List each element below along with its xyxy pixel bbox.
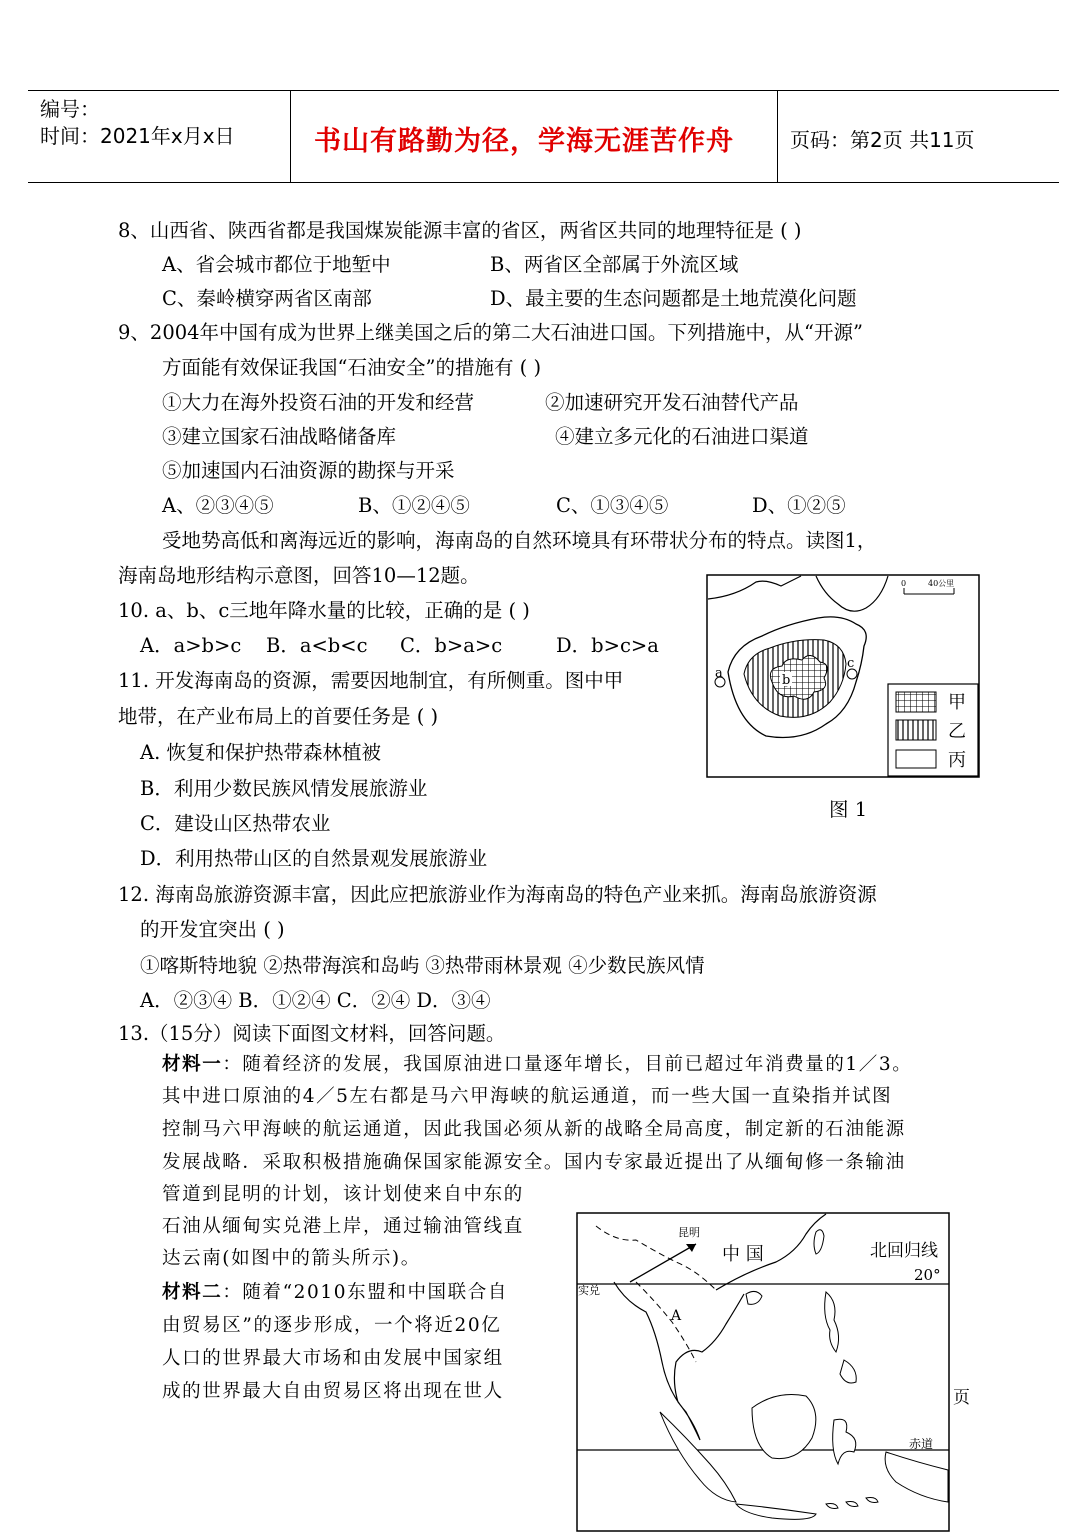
q13-mat1-line7: 达云南(如图中的箭头所示)。	[162, 1248, 421, 1269]
time-label: 时间：2021年x月x日	[40, 124, 235, 148]
q11-stem-line1: 11. 开发海南岛的资源，需要因地制宜，有所侧重。图中甲	[118, 669, 624, 692]
q12-stem-line2: 的开发宜突出 ( )	[140, 918, 285, 941]
intro-line2: 海南岛地形结构示意图，回答10—12题。	[118, 564, 480, 587]
q8-option-a: A、省会城市都位于地堑中	[162, 253, 391, 276]
q12-options: A．②③④ B．①②④ C．②④ D．③④	[140, 989, 491, 1012]
q8-option-b: B、两省区全部属于外流区域	[490, 253, 739, 276]
q9-item-1: ①大力在海外投资石油的开发和经营	[162, 391, 475, 414]
q13-mat2-line4: 成的世界最大自由贸易区将出现在世人	[162, 1381, 504, 1402]
label-20deg: 20°	[914, 1266, 941, 1284]
q12-stem-line1: 12. 海南岛旅游资源丰富，因此应把旅游业作为海南岛的特色产业来抓。海南岛旅游资源	[118, 883, 877, 906]
q10-option-a: A．a>b>c	[140, 634, 242, 657]
q8-option-d: D、最主要的生态问题都是土地荒漠化问题	[490, 287, 857, 310]
q13-mat2-line1: 材料二：随着“2010东盟和中国联合自	[162, 1282, 508, 1303]
q10-option-b: B．a<b<c	[266, 634, 368, 657]
legend-yi: 乙	[948, 721, 966, 742]
q13-mat1-line4: 发展战略．采取积极措施确保国家能源安全。国内专家最近提出了从缅甸修一条输油	[162, 1152, 906, 1173]
q10-option-c: C．b>a>c	[400, 634, 503, 657]
motto: 书山有路勤为径，学海无涯苦作舟	[314, 126, 734, 157]
q13-mat1-line2: 其中进口原油的4／5左右都是马六甲海峡的航运通道，而一些大国一直染指并试图	[162, 1086, 893, 1107]
q9-item-5: ⑤加速国内石油资源的勘探与开采	[162, 459, 455, 482]
header-bottom-rule	[28, 182, 1059, 183]
q9-item-4: ④建立多元化的石油进口渠道	[555, 425, 809, 448]
q8-stem: 8、山西省、陕西省都是我国煤炭能源丰富的省区，两省区共同的地理特征是 ( )	[118, 219, 802, 242]
q11-option-b: B．利用少数民族风情发展旅游业	[140, 777, 428, 800]
q8-option-c: C、秦岭横穿两省区南部	[162, 287, 372, 310]
q13-stem: 13.（15分）阅读下面图文材料，回答问题。	[118, 1022, 506, 1045]
label-equator: 赤道	[909, 1437, 934, 1451]
point-c: c	[847, 656, 855, 671]
q9-option-d: D、①②⑤	[752, 494, 846, 517]
point-b: b	[782, 673, 791, 688]
q11-stem-line2: 地带，在产业布局上的首要任务是 ( )	[118, 705, 439, 728]
header-divider-2	[777, 90, 778, 183]
q9-item-3: ③建立国家石油战略储备库	[162, 425, 397, 448]
legend-jia: 甲	[948, 692, 966, 713]
legend-bing: 丙	[948, 750, 966, 771]
q9-item-2: ②加速研究开发石油替代产品	[545, 391, 799, 414]
label-tropic: 北回归线	[870, 1241, 938, 1261]
q13-mat2-line3: 人口的世界最大市场和由发展中国家组	[162, 1348, 504, 1369]
map-legend	[888, 684, 978, 776]
q9-option-a: A、②③④⑤	[162, 494, 274, 517]
label-kunming: 昆明	[678, 1226, 700, 1239]
q10-stem: 10. a、b、c三地年降水量的比较，正确的是 ( )	[118, 599, 530, 622]
q10-option-d: D．b>c>a	[556, 634, 659, 657]
scale-label: 40公里	[928, 579, 955, 588]
mat1-label: 材料一	[162, 1054, 223, 1075]
header-divider-1	[290, 90, 291, 183]
header-top-rule	[28, 90, 1059, 91]
q13-mat1-line6: 石油从缅甸实兑港上岸，通过输油管线直	[162, 1216, 524, 1237]
page-info: 页码：第2页 共11页	[790, 128, 975, 152]
figure1-caption: 图 1	[829, 798, 868, 821]
q11-option-a: A. 恢复和保护热带森林植被	[140, 741, 381, 764]
q13-mat1-line1: 材料一：随着经济的发展，我国原油进口量逐年增长，目前已超过年消费量的1／3。	[162, 1054, 913, 1075]
mat2-label: 材料二	[162, 1282, 223, 1303]
label-sittwe: 实兑	[578, 1284, 600, 1297]
serial-label: 编号：	[40, 97, 100, 121]
q9-stem-line2: 方面能有效保证我国“石油安全”的措施有 ( )	[162, 356, 542, 379]
intro-line1: 受地势高低和离海远近的影响，海南岛的自然环境具有环带状分布的特点。读图1，	[162, 529, 877, 552]
q11-option-d: D．利用热带山区的自然景观发展旅游业	[140, 847, 488, 870]
q12-items: ①喀斯特地貌 ②热带海滨和岛屿 ③热带雨林景观 ④少数民族风情	[140, 954, 705, 977]
southeast-asia-map	[576, 1212, 950, 1532]
label-a: A	[671, 1308, 682, 1324]
label-china: 中 国	[722, 1244, 764, 1265]
q9-option-b: B、①②④⑤	[358, 494, 470, 517]
q13-mat1-line3: 控制马六甲海峡的航运通道，因此我国必须从新的战略全局高度，制定新的石油能源	[162, 1119, 906, 1140]
point-a: a	[715, 666, 723, 681]
q13-mat2-line2: 由贸易区”的逐步形成，一个将近20亿	[162, 1315, 502, 1336]
q13-mat1-line5: 管道到昆明的计划，该计划使来自中东的	[162, 1184, 524, 1205]
q11-option-c: C．建设山区热带农业	[140, 812, 331, 835]
q9-option-c: C、①③④⑤	[556, 494, 669, 517]
page-fragment: 页	[953, 1388, 970, 1408]
q9-stem-line1: 9、2004年中国有成为世界上继美国之后的第二大石油进口国。下列措施中，从“开源”	[118, 321, 863, 344]
hainan-terrain-map	[706, 574, 980, 778]
scale-zero: 0	[901, 579, 907, 588]
